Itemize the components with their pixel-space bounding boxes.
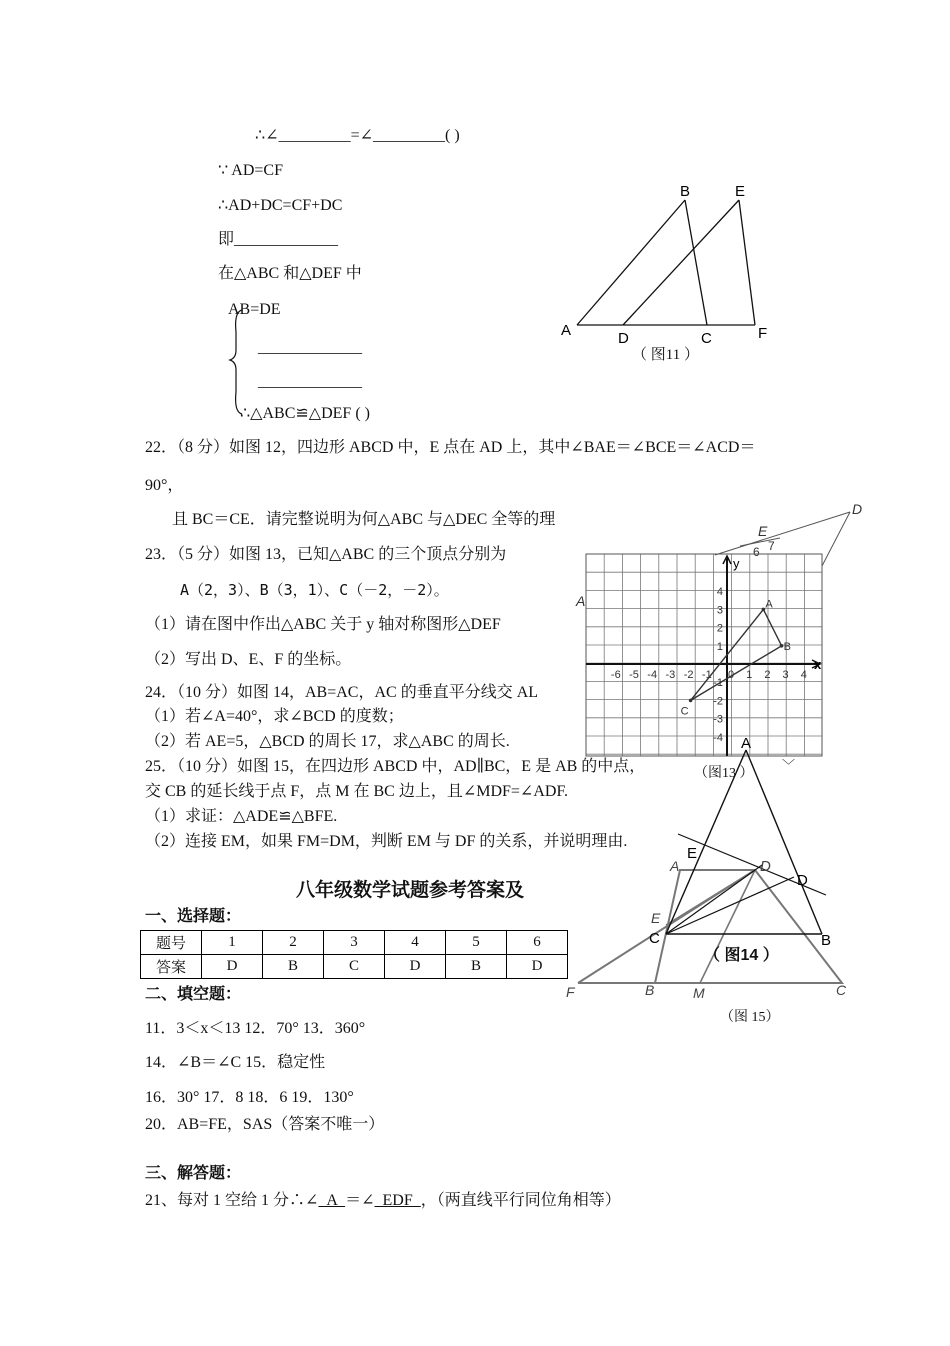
fig11-label-b: B [680, 183, 691, 200]
q21-line7: _____________ [258, 339, 362, 356]
q21-line3: ∴AD+DC=CF+DC [218, 197, 343, 214]
y-tick-label: -1 [713, 677, 723, 690]
y-tick-label: 1 [716, 640, 723, 653]
brace-icon [228, 308, 248, 418]
q22-line1: 22．（8 分）如图 12，四边形 ABCD 中，E 点在 AD 上，其中∠BAE＝∠BCE＝∠ACD＝ [145, 439, 756, 456]
q22-line2: 90°， [145, 477, 184, 494]
point-label-b: B [783, 640, 791, 653]
answers-title: 八年级数学试题参考答案及 [296, 880, 525, 901]
q24-line3: （2）若 AE=5，△BCD 的周长 17，求△ABC 的周长. [145, 733, 510, 750]
q21-answer-b: EDF [374, 1192, 421, 1209]
q21-answer-suffix: ，（两直线平行同位角相等） [420, 1192, 621, 1209]
q21-line2: ∵ AD=CF [218, 162, 283, 179]
fig15-caption: （图 15） [720, 1010, 780, 1025]
x-axis-label: x [814, 657, 822, 672]
answer-table-answer-row [141, 955, 568, 979]
fig15-label-a: A [670, 858, 680, 874]
x-tick-label: -2 [683, 669, 694, 681]
y-axis-label: y [733, 556, 740, 571]
y-tick-label: 4 [716, 586, 723, 599]
x-tick-label: -5 [629, 669, 639, 681]
y-tick-label: -2 [713, 695, 723, 708]
fig13-tail: ﹀ [782, 758, 796, 773]
q23-line3: （1）请在图中作出△ABC 关于 y 轴对称图形△DEF [145, 616, 501, 633]
fig11-label-f: F [758, 325, 768, 342]
point-label-a: A [765, 598, 773, 611]
table-number: 5 [446, 931, 507, 955]
fill-line-1: 11．3＜x＜13 12．70° 13．360° [145, 1020, 366, 1037]
x-tick-label: -6 [610, 669, 621, 681]
table-answer: D [507, 955, 568, 979]
fill-line-3: 16．30° 17．8 18．6 19．130° [145, 1089, 354, 1106]
x-tick-label: -4 [647, 669, 658, 681]
q21-answer-mid: ＝∠ [345, 1192, 375, 1209]
y-tick-label: -3 [713, 713, 723, 726]
answer-table-header-row [141, 931, 568, 955]
fig15-label-d: D [760, 858, 771, 875]
q21-line4: 即_____________ [218, 231, 339, 248]
point-label-c: C [680, 705, 689, 718]
table-number: 2 [263, 931, 324, 955]
fig14-label-d: D [797, 872, 808, 889]
table-header-label: 题号 [141, 931, 202, 955]
fig11-caption: （ 图11 ） [632, 347, 699, 363]
answers-section3: 三、解答题： [145, 1165, 242, 1182]
fig11-label-a: A [561, 322, 572, 339]
fig14-label-b: B [821, 932, 832, 949]
table-number: 1 [202, 931, 263, 955]
fig12-label-a: A [576, 593, 586, 609]
table-number: 3 [324, 931, 385, 955]
q25-line2: 交 CB 的延长线于点 F，点 M 在 BC 边上，且∠MDF=∠ADF. [145, 783, 569, 800]
fig15-label-e: E [651, 910, 661, 926]
fig12-label-d: D [852, 501, 863, 517]
q21-line9: ∴△ABC≌△DEF ( ) [240, 405, 370, 422]
x-tick-label: -1 [701, 669, 712, 681]
q23-line4: （2）写出 D、E、F 的坐标。 [145, 651, 352, 668]
x-tick-label: 3 [782, 669, 789, 681]
figure-13-grid [586, 554, 822, 756]
fig15-label-m: M [693, 985, 705, 1001]
fig12-label-7: 7 [768, 539, 775, 553]
fig12-label-6: 6 [753, 545, 760, 559]
fig13-caption: （图13 ） [694, 766, 754, 781]
fig15-label-c: C [836, 982, 847, 998]
table-answer: D [202, 955, 263, 979]
q21-answer-line [145, 1191, 621, 1211]
table-answer: D [385, 955, 446, 979]
q23-line1: 23．（5 分）如图 13，已知△ABC 的三个顶点分别为 [145, 546, 507, 563]
q21-line6: AB=DE [228, 301, 281, 318]
q25-line4: （2）连接 EM，如果 FM=DM，判断 EM 与 DF 的关系，并说明理由. [145, 833, 628, 850]
fig15-label-b: B [645, 982, 655, 998]
fig11-label-e: E [735, 183, 746, 200]
q24-line1: 24．（10 分）如图 14，AB=AC，AC 的垂直平分线交 AL [145, 684, 539, 701]
q21-line8: _____________ [258, 373, 362, 390]
fig15-label-f: F [566, 984, 575, 1000]
x-tick-label: 1 [746, 669, 753, 681]
q21-answer-prefix: 21、每对 1 空给 1 分∴∠ [145, 1192, 319, 1209]
x-tick-label: -3 [665, 669, 676, 681]
q21-answer-a: A [318, 1192, 346, 1209]
q25-line3: （1）求证：△ADE≌△BFE. [145, 808, 338, 825]
y-tick-label: -4 [713, 731, 723, 744]
q21-line1: ∴∠_________=∠_________( ) [255, 127, 460, 144]
fig14-label-e: E [687, 845, 698, 862]
table-number: 4 [385, 931, 446, 955]
fig14-label-a: A [741, 735, 752, 752]
y-tick-label: 2 [716, 622, 723, 635]
x-tick-label: 2 [764, 669, 771, 681]
fig14-label-c: C [649, 930, 660, 947]
fill-line-2: 14．∠B＝∠C 15．稳定性 [145, 1054, 326, 1071]
answers-section2: 二、填空题： [145, 986, 242, 1003]
table-number: 6 [507, 931, 568, 955]
x-tick-label: 4 [800, 669, 807, 681]
fill-line-4: 20．AB=FE，SAS（答案不唯一） [145, 1116, 385, 1133]
table-answer: C [324, 955, 385, 979]
table-answer-label: 答案 [141, 955, 202, 979]
table-answer: B [446, 955, 507, 979]
fig11-label-c: C [701, 330, 712, 347]
y-tick-label: 3 [716, 604, 723, 617]
x-tick-label: 0 [727, 669, 735, 681]
answer-table [140, 930, 568, 979]
fig11-label-d: D [618, 330, 629, 347]
figure-14-15 [560, 730, 860, 1010]
q24-line2: （1）若∠A=40°，求∠BCD 的度数； [145, 708, 404, 725]
q25-line1: 25．（10 分）如图 15，在四边形 ABCD 中，AD∥BC，E 是 AB 的中点， [145, 758, 646, 775]
table-answer: B [263, 955, 324, 979]
fig14-caption: （ 图14 ） [704, 947, 779, 964]
q22-line3: 且 BC＝CE．请完整说明为何△ABC 与△DEC 全等的理 [172, 511, 556, 528]
answers-section1: 一、选择题： [145, 908, 242, 925]
point-c [689, 699, 693, 703]
fig12-label-e: E [758, 523, 768, 539]
q23-line2: A（2，3）、B（3，1）、C（－2，－2）。 [180, 581, 449, 599]
q21-line5: 在△ABC 和△DEF 中 [218, 265, 362, 282]
